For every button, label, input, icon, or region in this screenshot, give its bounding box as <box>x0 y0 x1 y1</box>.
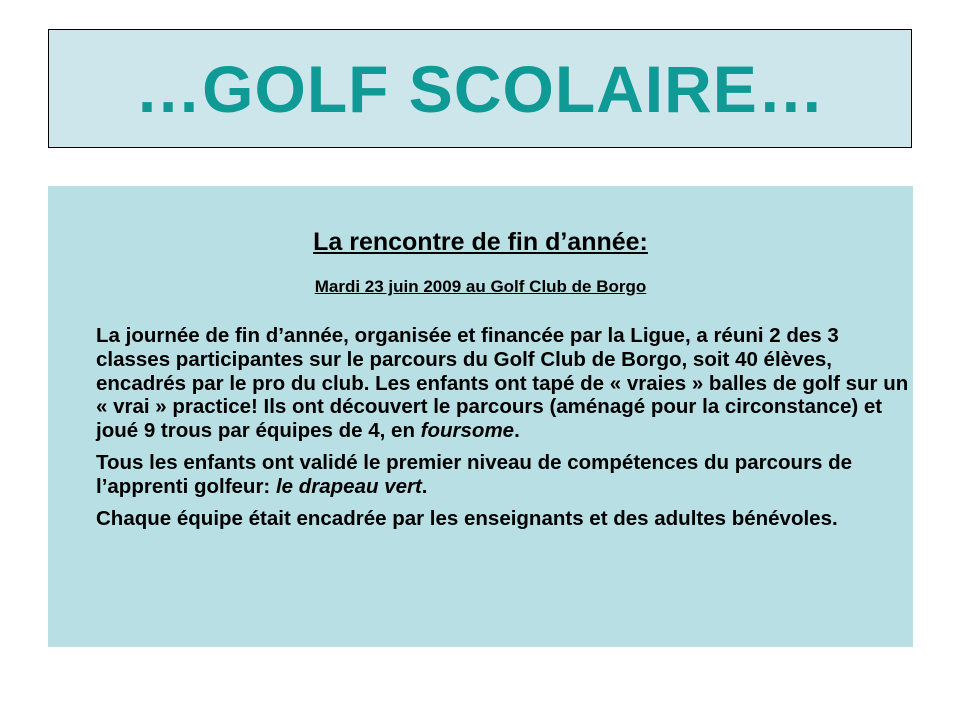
paragraph-2-end: . <box>421 474 428 498</box>
paragraph-1-italic: foursome <box>420 419 515 443</box>
paragraph-2-text: Tous les enfants ont validé le premier niveau de compétences du parcours de l’apprenti golfeur: <box>96 450 853 498</box>
paragraph-2-italic: le drapeau vert <box>275 474 422 498</box>
event-date-subheading: Mardi 23 juin 2009 au Golf Club de Borgo <box>314 277 647 296</box>
paragraph-3: Chaque équipe était encadrée par les enseignants et des adultes bénévoles. <box>96 506 838 530</box>
title-box <box>48 29 912 148</box>
paragraph-1 <box>96 324 911 443</box>
paragraph-2 <box>96 451 911 499</box>
paragraph-1-end: . <box>514 419 520 443</box>
slide-title: …GOLF SCOLAIRE… <box>135 51 825 126</box>
paragraph-1-text: La journée de fin d’année, organisée et financée par la Ligue, a réuni 2 des 3 classes participantes sur le parcours du Golf Club de Borgo, soit 40 élèves, encadrés par le pro du club. Les enfants ont tapé de « vraies » balles de golf sur un « vrai » practice! Ils ont découvert le parcours (aménagé pour la circonstance) et joué 9 trous par équipes de 4, en <box>96 324 909 443</box>
body-text <box>96 324 911 538</box>
section-heading: La rencontre de fin d’année: <box>313 228 648 256</box>
content-box <box>48 186 913 647</box>
